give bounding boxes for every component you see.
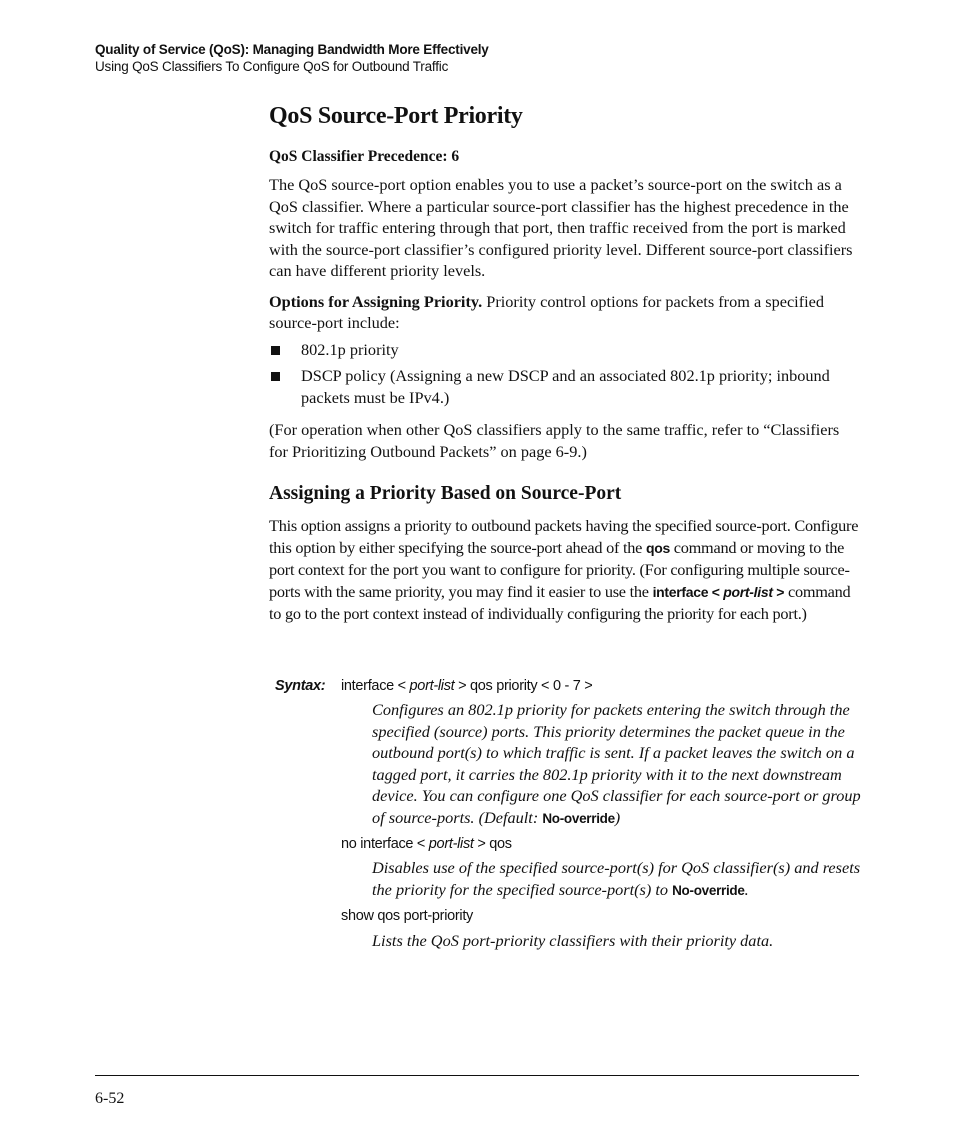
syntax-description-3: Lists the QoS port-priority classifiers with their priority data. <box>372 931 774 950</box>
cmd-text: > qos <box>473 836 512 852</box>
options-paragraph <box>269 291 861 334</box>
qos-command: qos <box>645 539 670 556</box>
interface-command-close: > <box>772 583 785 600</box>
footer-rule <box>95 1075 859 1076</box>
desc-text: . <box>744 879 749 899</box>
syntax-description-2 <box>372 857 865 901</box>
list-item-text: 802.1p priority <box>301 339 399 359</box>
section-subtitle: Using QoS Classifiers To Configure QoS for Outbound Traffic <box>95 59 449 74</box>
options-list <box>269 339 861 409</box>
default-value: No-override <box>542 810 615 826</box>
syntax-description-1 <box>372 699 865 829</box>
default-value: No-override <box>672 882 745 898</box>
assign-text-3: command to go to the port context instead of individually configuring the priority for each port.) <box>269 581 851 623</box>
syntax-command-1 <box>341 675 592 697</box>
syntax-command-2 <box>341 833 931 855</box>
subsection-title: Assigning a Priority Based on Source-Port <box>269 483 622 504</box>
syntax-label: Syntax: <box>275 678 326 694</box>
reference-note: (For operation when other QoS classifiers apply to the same traffic, refer to “Classifiers for Prioritizing Outbound Packets” on page 6-9.) <box>269 420 840 461</box>
page-number: 6-52 <box>95 1090 125 1107</box>
options-heading: Options for Assigning Priority. <box>269 291 483 311</box>
desc-text: Disables use of the specified source-port(s) for QoS classifier(s) and resets the priority for the specified source-port(s) to <box>372 858 861 899</box>
main-content <box>269 101 861 625</box>
bullet-square-icon <box>271 346 280 355</box>
list-item <box>269 365 861 408</box>
syntax-command-3: show qos port-priority <box>341 908 474 924</box>
cmd-param: port-list <box>428 836 474 852</box>
assign-text-1: This option assigns a priority to outbound packets having the specified source-port. Configure this option by either specifying the source-port ahead of the <box>269 516 859 557</box>
port-list-param: port-list <box>719 583 773 600</box>
chapter-title: Quality of Service (QoS): Managing Bandwidth More Effectively <box>95 42 489 57</box>
list-item-text: DSCP policy (Assigning a new DSCP and an associated 802.1p priority; inbound packets must be IPv4.) <box>301 366 830 407</box>
cmd-text: no interface < <box>341 836 429 852</box>
cmd-text: interface < <box>341 678 410 694</box>
running-header <box>95 41 875 75</box>
list-item <box>269 339 861 361</box>
syntax-row-1 <box>275 675 865 699</box>
intro-paragraph: The QoS source-port option enables you to use a packet’s source-port on the switch as a QoS classifier. Where a particular source-port classifier has the highest precedence in the switch for traffic entering through that port, then traffic received from the port is marked with the source-port classifier’s configured priority level. Different source-port classifiers can have different priority levels. <box>269 175 853 280</box>
options-text: Priority control options for packets from a specified source-port include: <box>269 291 825 332</box>
assign-paragraph <box>269 515 861 625</box>
classifier-precedence: QoS Classifier Precedence: 6 <box>269 148 460 165</box>
bullet-square-icon <box>271 372 280 381</box>
cmd-param: port-list <box>409 678 455 694</box>
desc-text: ) <box>614 807 621 827</box>
cmd-text: > qos priority < 0 - 7 > <box>454 678 593 694</box>
syntax-block <box>275 675 865 952</box>
assign-text-2: command or moving to the port context for the port you want to configure for priority. (For configuring multiple source-ports with the same priority, you may find it easier to use the <box>269 537 850 601</box>
desc-text: Configures an 802.1p priority for packets entering the switch through the specified (source) ports. This priority determines the packet queue in the outbound port(s) to which traffic is sent. If a packet leaves the switch on a tagged port, it carries the 802.1p priority with it to the next downstream device. You can configure one QoS classifier for each source-port or group of source-ports. (Default: <box>372 700 861 827</box>
section-title: QoS Source-Port Priority <box>269 103 523 129</box>
interface-command: interface < <box>652 583 720 600</box>
